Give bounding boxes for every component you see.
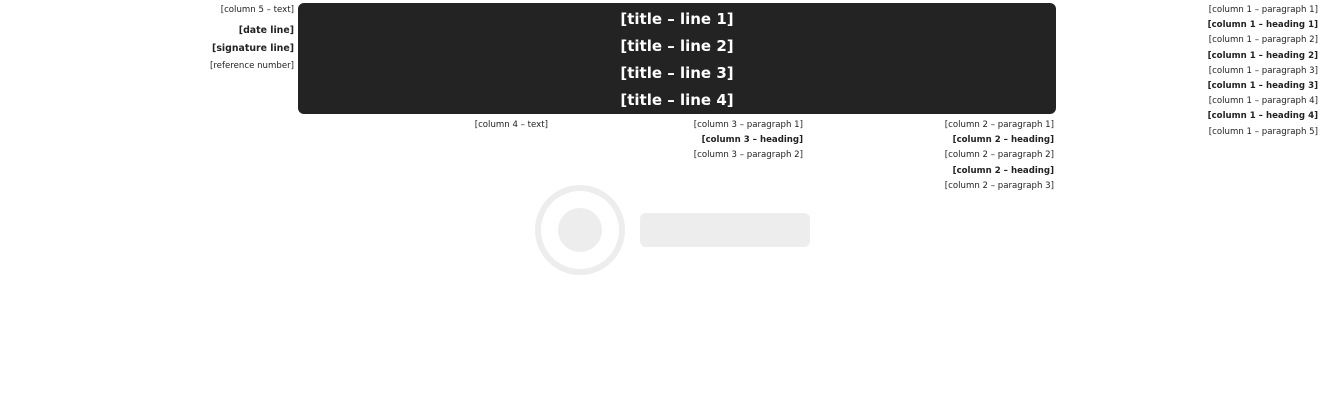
paragraph: [column 1 – paragraph 1] [1208,5,1318,15]
paragraph: [column 1 – paragraph 4] [1208,96,1318,107]
notice-title-box [298,3,1056,114]
paragraph: [column 1 – paragraph 2] [1208,35,1318,46]
paragraph: [column 1 – paragraph 3] [1208,65,1318,76]
text-column-4 [298,118,548,405]
notice-title-line-4: [title – line 4] [620,91,734,109]
text-column-3 [553,118,803,405]
paragraph: [column 4 – text] [474,120,548,130]
notice-title-line-1: [title – line 1] [620,10,734,28]
paragraph: [column 2 – paragraph 2] [944,150,1054,161]
paragraph: [column 3 – paragraph 2] [693,150,803,161]
section-heading: [column 1 – heading 3] [1207,81,1318,92]
publish-date: [date line] [238,25,294,37]
text-column-1 [1058,3,1318,405]
notice-title-line-3: [title – line 3] [620,64,734,82]
text-column-2 [808,118,1054,405]
paragraph: [column 2 – paragraph 1] [944,120,1054,130]
paragraph: [column 5 – text] [220,5,294,15]
notice-title-line-2: [title – line 2] [620,37,734,55]
signer-name: [signature line] [212,43,294,55]
signature-block [6,22,294,74]
text-column-5 [6,3,294,405]
section-heading: [column 1 – heading 2] [1207,50,1318,61]
section-heading: [column 2 – heading] [952,165,1054,176]
paragraph: [column 1 – paragraph 5] [1208,126,1318,137]
section-heading: [column 1 – heading 1] [1207,20,1318,31]
section-heading: [column 2 – heading] [952,135,1054,146]
paragraph: [column 2 – paragraph 3] [944,180,1054,191]
section-heading: [column 1 – heading 4] [1207,111,1318,122]
notice-id: [reference number] [209,61,294,72]
paragraph: [column 3 – paragraph 1] [693,120,803,130]
section-heading: [column 3 – heading] [701,135,803,146]
